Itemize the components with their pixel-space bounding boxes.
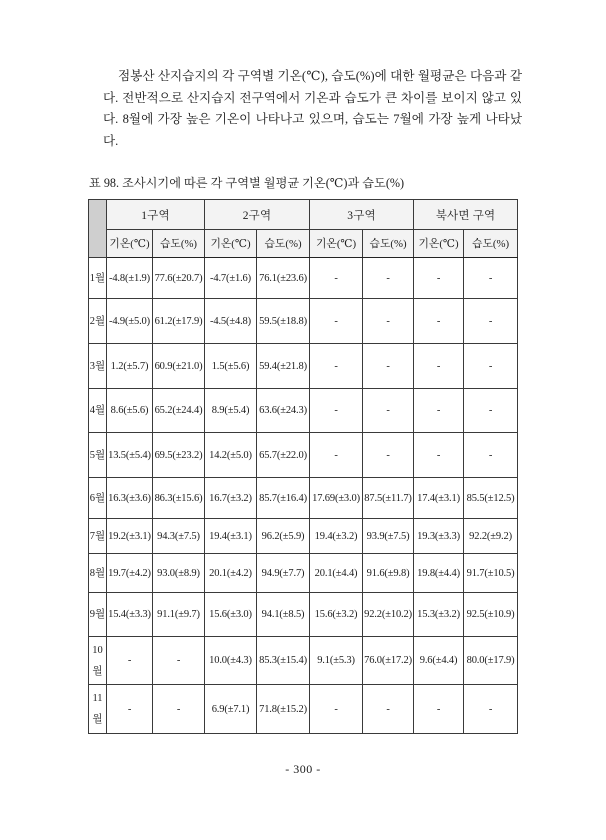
corner-cell [89, 200, 107, 258]
table-row [89, 478, 518, 519]
humidity-cell: 92.2(±10.2) [363, 593, 414, 637]
temperature-cell: 8.6(±5.6) [107, 389, 153, 433]
month-cell: 9월 [89, 593, 107, 637]
temperature-cell: - [310, 299, 363, 344]
table-row [89, 554, 518, 593]
table-row [89, 433, 518, 478]
humidity-cell: 76.0(±17.2) [363, 637, 414, 685]
humidity-cell: 69.5(±23.2) [153, 433, 205, 478]
humidity-cell: - [464, 299, 518, 344]
humidity-header: 습도(%) [153, 230, 205, 258]
zone-header-north-slope: 북사면 구역 [414, 200, 518, 230]
humidity-cell: 59.5(±18.8) [257, 299, 310, 344]
temperature-cell: 19.3(±3.3) [414, 519, 464, 554]
temperature-cell: - [414, 685, 464, 734]
humidity-cell: - [363, 344, 414, 389]
humidity-cell: - [464, 344, 518, 389]
temperature-cell: 6.9(±7.1) [205, 685, 257, 734]
humidity-header: 습도(%) [464, 230, 518, 258]
table-row [89, 258, 518, 299]
humidity-cell: 80.0(±17.9) [464, 637, 518, 685]
humidity-cell: 94.1(±8.5) [257, 593, 310, 637]
temperature-cell: - [310, 685, 363, 734]
humidity-cell: 93.0(±8.9) [153, 554, 205, 593]
table-row [89, 593, 518, 637]
temperature-cell: 10.0(±4.3) [205, 637, 257, 685]
humidity-cell: - [464, 433, 518, 478]
humidity-cell: 86.3(±15.6) [153, 478, 205, 519]
month-cell: 1월 [89, 258, 107, 299]
temperature-cell: 9.1(±5.3) [310, 637, 363, 685]
table-header [89, 200, 518, 258]
temperature-cell: 8.9(±5.4) [205, 389, 257, 433]
humidity-cell: 94.9(±7.7) [257, 554, 310, 593]
monthly-climate-table [88, 199, 518, 734]
table-row [89, 344, 518, 389]
humidity-cell: 96.2(±5.9) [257, 519, 310, 554]
temperature-cell: 19.2(±3.1) [107, 519, 153, 554]
temperature-cell: - [414, 433, 464, 478]
month-cell: 3월 [89, 344, 107, 389]
humidity-cell: - [363, 389, 414, 433]
table-row [89, 389, 518, 433]
temperature-cell: 16.3(±3.6) [107, 478, 153, 519]
humidity-cell: 92.5(±10.9) [464, 593, 518, 637]
humidity-cell: - [363, 258, 414, 299]
humidity-cell: - [363, 299, 414, 344]
temperature-cell: 14.2(±5.0) [205, 433, 257, 478]
humidity-cell: 85.7(±16.4) [257, 478, 310, 519]
temperature-cell: -4.8(±1.9) [107, 258, 153, 299]
humidity-cell: - [153, 637, 205, 685]
table-body [89, 258, 518, 734]
humidity-cell: 91.1(±9.7) [153, 593, 205, 637]
temperature-cell: 1.2(±5.7) [107, 344, 153, 389]
table-row [89, 685, 518, 734]
zone-header-1: 1구역 [107, 200, 205, 230]
temperature-cell: - [310, 344, 363, 389]
month-cell: 11월 [89, 685, 107, 734]
month-cell: 2월 [89, 299, 107, 344]
month-cell: 5월 [89, 433, 107, 478]
temperature-cell: 19.8(±4.4) [414, 554, 464, 593]
temperature-cell: -4.7(±1.6) [205, 258, 257, 299]
month-cell: 10월 [89, 637, 107, 685]
zone-header-3: 3구역 [310, 200, 414, 230]
table-row [89, 519, 518, 554]
humidity-cell: 85.5(±12.5) [464, 478, 518, 519]
temperature-cell: 15.6(±3.2) [310, 593, 363, 637]
humidity-cell: 92.2(±9.2) [464, 519, 518, 554]
temperature-cell: 17.69(±3.0) [310, 478, 363, 519]
humidity-cell: 91.6(±9.8) [363, 554, 414, 593]
humidity-cell: 93.9(±7.5) [363, 519, 414, 554]
temperature-cell: - [310, 433, 363, 478]
humidity-cell: 85.3(±15.4) [257, 637, 310, 685]
month-cell: 8월 [89, 554, 107, 593]
temperature-cell: - [107, 685, 153, 734]
temperature-cell: -4.5(±4.8) [205, 299, 257, 344]
page-number: - 300 - [285, 762, 321, 776]
humidity-cell: - [464, 685, 518, 734]
temperature-cell: 15.4(±3.3) [107, 593, 153, 637]
humidity-cell: 77.6(±20.7) [153, 258, 205, 299]
measure-header-row [89, 230, 518, 258]
temperature-cell: 19.4(±3.2) [310, 519, 363, 554]
month-cell: 7월 [89, 519, 107, 554]
humidity-cell: 63.6(±24.3) [257, 389, 310, 433]
humidity-cell: - [464, 389, 518, 433]
temperature-cell: 9.6(±4.4) [414, 637, 464, 685]
table-row [89, 299, 518, 344]
temperature-cell: 20.1(±4.4) [310, 554, 363, 593]
humidity-cell: - [363, 433, 414, 478]
temperature-header: 기온(℃) [205, 230, 257, 258]
temperature-header: 기온(℃) [107, 230, 153, 258]
temperature-cell: 15.6(±3.0) [205, 593, 257, 637]
temperature-cell: 16.7(±3.2) [205, 478, 257, 519]
temperature-cell: 1.5(±5.6) [205, 344, 257, 389]
temperature-cell: - [414, 299, 464, 344]
temperature-header: 기온(℃) [310, 230, 363, 258]
month-cell: 4월 [89, 389, 107, 433]
table-caption: 표 98. 조사시기에 따른 각 구역별 월평균 기온(℃)과 습도(%) [89, 176, 405, 190]
humidity-header: 습도(%) [257, 230, 310, 258]
temperature-cell: 13.5(±5.4) [107, 433, 153, 478]
temperature-header: 기온(℃) [414, 230, 464, 258]
humidity-cell: 87.5(±11.7) [363, 478, 414, 519]
temperature-cell: 19.4(±3.1) [205, 519, 257, 554]
temperature-cell: - [310, 258, 363, 299]
humidity-cell: - [464, 258, 518, 299]
table-row [89, 637, 518, 685]
temperature-cell: 20.1(±4.2) [205, 554, 257, 593]
humidity-header: 습도(%) [363, 230, 414, 258]
humidity-cell: 94.3(±7.5) [153, 519, 205, 554]
temperature-cell: 17.4(±3.1) [414, 478, 464, 519]
humidity-cell: 61.2(±17.9) [153, 299, 205, 344]
humidity-cell: - [153, 685, 205, 734]
temperature-cell: - [414, 389, 464, 433]
body-paragraph: 점봉산 산지습지의 각 구역별 기온(℃), 습도(%)에 대한 월평균은 다음과 같다. 전반적으로 산지습지 전구역에서 기온과 습도가 큰 차이를 보이지 않고 있다. 8월에 가장 높은 기온이 나타나고 있으며, 습도는 7월에 가장 높게 나타났다. [103, 69, 522, 148]
humidity-cell: 71.8(±15.2) [257, 685, 310, 734]
humidity-cell: - [363, 685, 414, 734]
humidity-cell: 65.7(±22.0) [257, 433, 310, 478]
month-cell: 6월 [89, 478, 107, 519]
zone-header-row [89, 200, 518, 230]
temperature-cell: - [414, 258, 464, 299]
humidity-cell: 60.9(±21.0) [153, 344, 205, 389]
humidity-cell: 65.2(±24.4) [153, 389, 205, 433]
zone-header-2: 2구역 [205, 200, 310, 230]
temperature-cell: 19.7(±4.2) [107, 554, 153, 593]
humidity-cell: 59.4(±21.8) [257, 344, 310, 389]
temperature-cell: -4.9(±5.0) [107, 299, 153, 344]
temperature-cell: - [310, 389, 363, 433]
humidity-cell: 91.7(±10.5) [464, 554, 518, 593]
temperature-cell: 15.3(±3.2) [414, 593, 464, 637]
humidity-cell: 76.1(±23.6) [257, 258, 310, 299]
temperature-cell: - [414, 344, 464, 389]
temperature-cell: - [107, 637, 153, 685]
